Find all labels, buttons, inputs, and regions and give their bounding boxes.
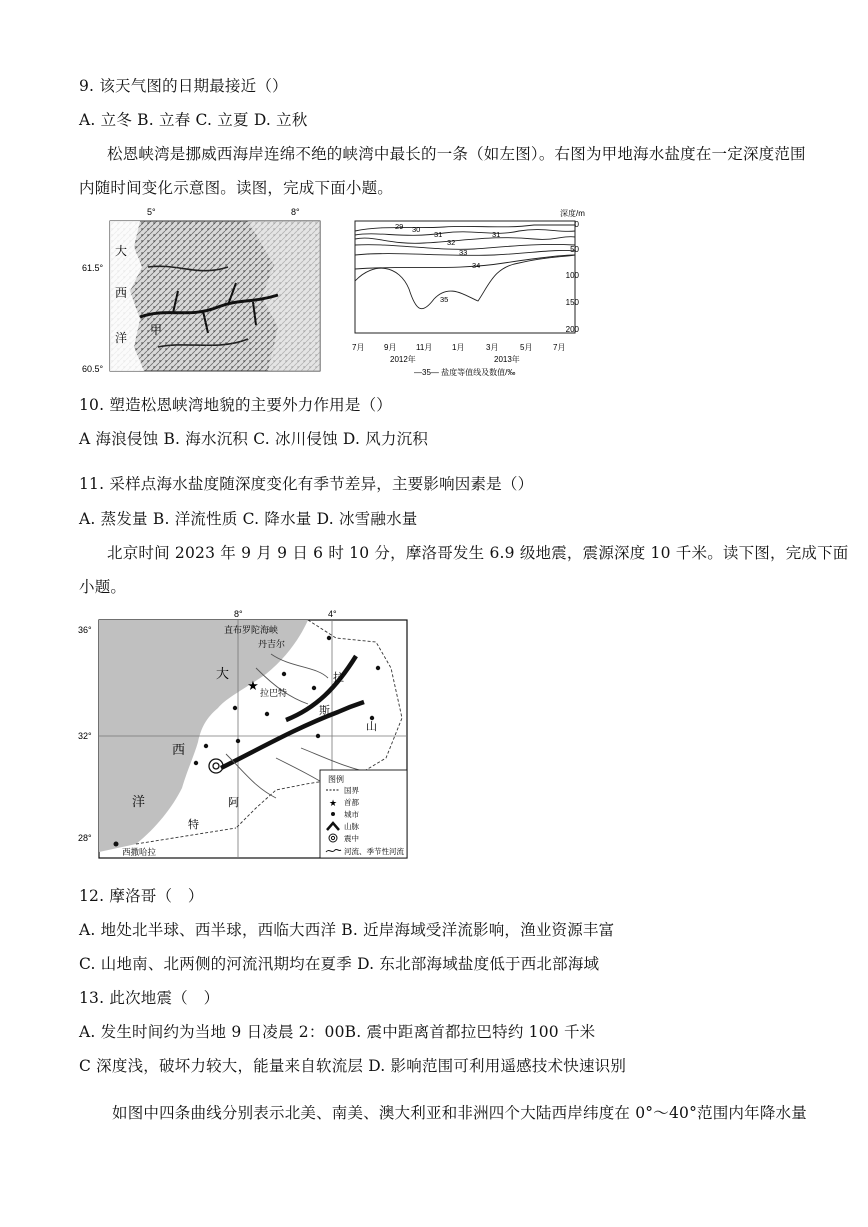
isoline-label: 33 — [459, 248, 468, 257]
norway-sea-label: 西 — [115, 286, 128, 300]
isoline-label: 29 — [395, 222, 404, 231]
q9-options: A. 立冬 B. 立春 C. 立夏 D. 立秋 — [79, 111, 308, 129]
isoline-label: 34 — [472, 261, 481, 270]
precip-intro: 如图中四条曲线分别表示北美、南美、澳大利亚和非洲四个大陆西岸纬度在 0°～40°范围内年降水量 — [112, 1104, 807, 1122]
capital-star-icon: ★ — [247, 678, 259, 693]
isoline-label: 31 — [434, 230, 443, 239]
legend-title: 图例 — [328, 775, 344, 784]
norway-lat-label: 61.5° — [82, 263, 104, 273]
quake-intro-line1: 北京时间 2023 年 9 月 9 日 6 时 10 分，摩洛哥发生 6.9 级地震，震源深度 10 千米。读下图，完成下面 — [107, 544, 849, 562]
place-jia-label: 甲 — [150, 323, 163, 337]
mountain-label: 特 — [188, 819, 199, 831]
strait-label: 直布罗陀海峡 — [224, 625, 279, 635]
depth-axis-title: 深度/m — [560, 209, 585, 218]
norway-fjord-map — [78, 207, 323, 377]
legend-item: 首都 — [344, 798, 359, 807]
salinity-legend: —35— 盐度等值线及数值/‰ — [414, 368, 516, 377]
morocco-lat-label: 28° — [78, 833, 92, 843]
fjord-intro-line2: 内随时间变化示意图。读图，完成下面小题。 — [79, 179, 394, 197]
year-label: 2012年 — [390, 355, 416, 364]
depth-tick: 150 — [565, 298, 579, 307]
isoline-label: 31 — [492, 230, 501, 239]
depth-tick: 100 — [565, 271, 579, 280]
q11-options: A. 蒸发量 B. 洋流性质 C. 降水量 D. 冰雪融水量 — [79, 510, 418, 528]
norway-lon-label: 5° — [147, 207, 156, 217]
month-tick: 1月 — [452, 343, 465, 352]
q12-stem: 12. 摩洛哥（ ） — [79, 887, 204, 905]
norway-sea-label: 洋 — [115, 331, 128, 345]
q12-option-line: A. 地处北半球、西半球，西临大西洋 B. 近岸海域受洋流影响，渔业资源丰富 — [79, 921, 615, 939]
month-tick: 7月 — [352, 343, 365, 352]
salinity-chart — [344, 205, 585, 381]
depth-tick: 50 — [570, 245, 579, 254]
depth-tick: 0 — [574, 220, 579, 229]
legend-item: 河流、季节性河流 — [344, 847, 404, 856]
q11-stem: 11. 采样点海水盐度随深度变化有季节差异，主要影响因素是（） — [79, 475, 534, 493]
q13-stem: 13. 此次地震（ ） — [79, 989, 220, 1007]
atlantic-label: 西 — [172, 742, 186, 757]
morocco-lon-label: 8° — [234, 609, 243, 619]
year-label: 2013年 — [494, 355, 520, 364]
quake-intro-line2: 小题。 — [79, 578, 127, 596]
q13-option-line: C 深度浅，破坏力较大，能量来自软流层 D. 影响范围可利用遥感技术快速识别 — [79, 1057, 627, 1075]
month-tick: 9月 — [384, 343, 397, 352]
norway-sea-label: 大 — [115, 244, 128, 258]
legend-item: 震中 — [344, 834, 359, 843]
isoline-label: 32 — [447, 238, 456, 247]
norway-lat-label: 60.5° — [82, 364, 104, 374]
legend-star-icon: ★ — [328, 798, 338, 808]
legend-item: 国界 — [344, 786, 359, 795]
q12-option-line: C. 山地南、北两侧的河流汛期均在夏季 D. 东北部海域盐度低于西北部海域 — [79, 955, 600, 973]
morocco-map — [76, 608, 412, 862]
q9-stem: 9. 该天气图的日期最接近（） — [79, 77, 288, 95]
legend-item: 山脉 — [344, 822, 359, 831]
norway-lon-label: 8° — [291, 207, 300, 217]
capital-label: 拉巴特 — [260, 688, 288, 698]
tangier-label: 丹吉尔 — [258, 639, 286, 649]
legend-item: 城市 — [344, 810, 359, 819]
mountain-label: 山 — [366, 721, 377, 733]
depth-tick: 200 — [565, 325, 579, 334]
month-tick: 11月 — [416, 343, 433, 352]
mountain-label: 阿 — [228, 797, 239, 809]
isoline-label: 30 — [412, 225, 421, 234]
mountain-label: 拉 — [333, 672, 344, 684]
western-sahara-label: 西撒哈拉 — [122, 847, 157, 857]
mountain-label: 斯 — [319, 705, 330, 717]
legend-dot-icon — [331, 812, 335, 816]
atlantic-label: 洋 — [132, 794, 146, 809]
isoline-label: 35 — [440, 295, 449, 304]
fjord-intro-line1: 松恩峡湾是挪威西海岸连绵不绝的峡湾中最长的一条（如左图）。右图为甲地海水盐度在一定深度范围 — [107, 145, 806, 163]
q10-stem: 10. 塑造松恩峡湾地貌的主要外力作用是（） — [79, 396, 392, 414]
q10-options: A 海浪侵蚀 B. 海水沉积 C. 冰川侵蚀 D. 风力沉积 — [79, 430, 429, 448]
morocco-lat-label: 32° — [78, 731, 92, 741]
month-tick: 7月 — [553, 343, 566, 352]
month-tick: 3月 — [486, 343, 499, 352]
morocco-lat-label: 36° — [78, 625, 92, 635]
q13-option-line: A. 发生时间约为当地 9 日凌晨 2：00B. 震中距离首都拉巴特约 100 千米 — [79, 1023, 596, 1041]
atlantic-label: 大 — [216, 666, 230, 681]
morocco-legend — [320, 770, 407, 858]
morocco-lon-label: 4° — [328, 609, 337, 619]
month-tick: 5月 — [520, 343, 533, 352]
